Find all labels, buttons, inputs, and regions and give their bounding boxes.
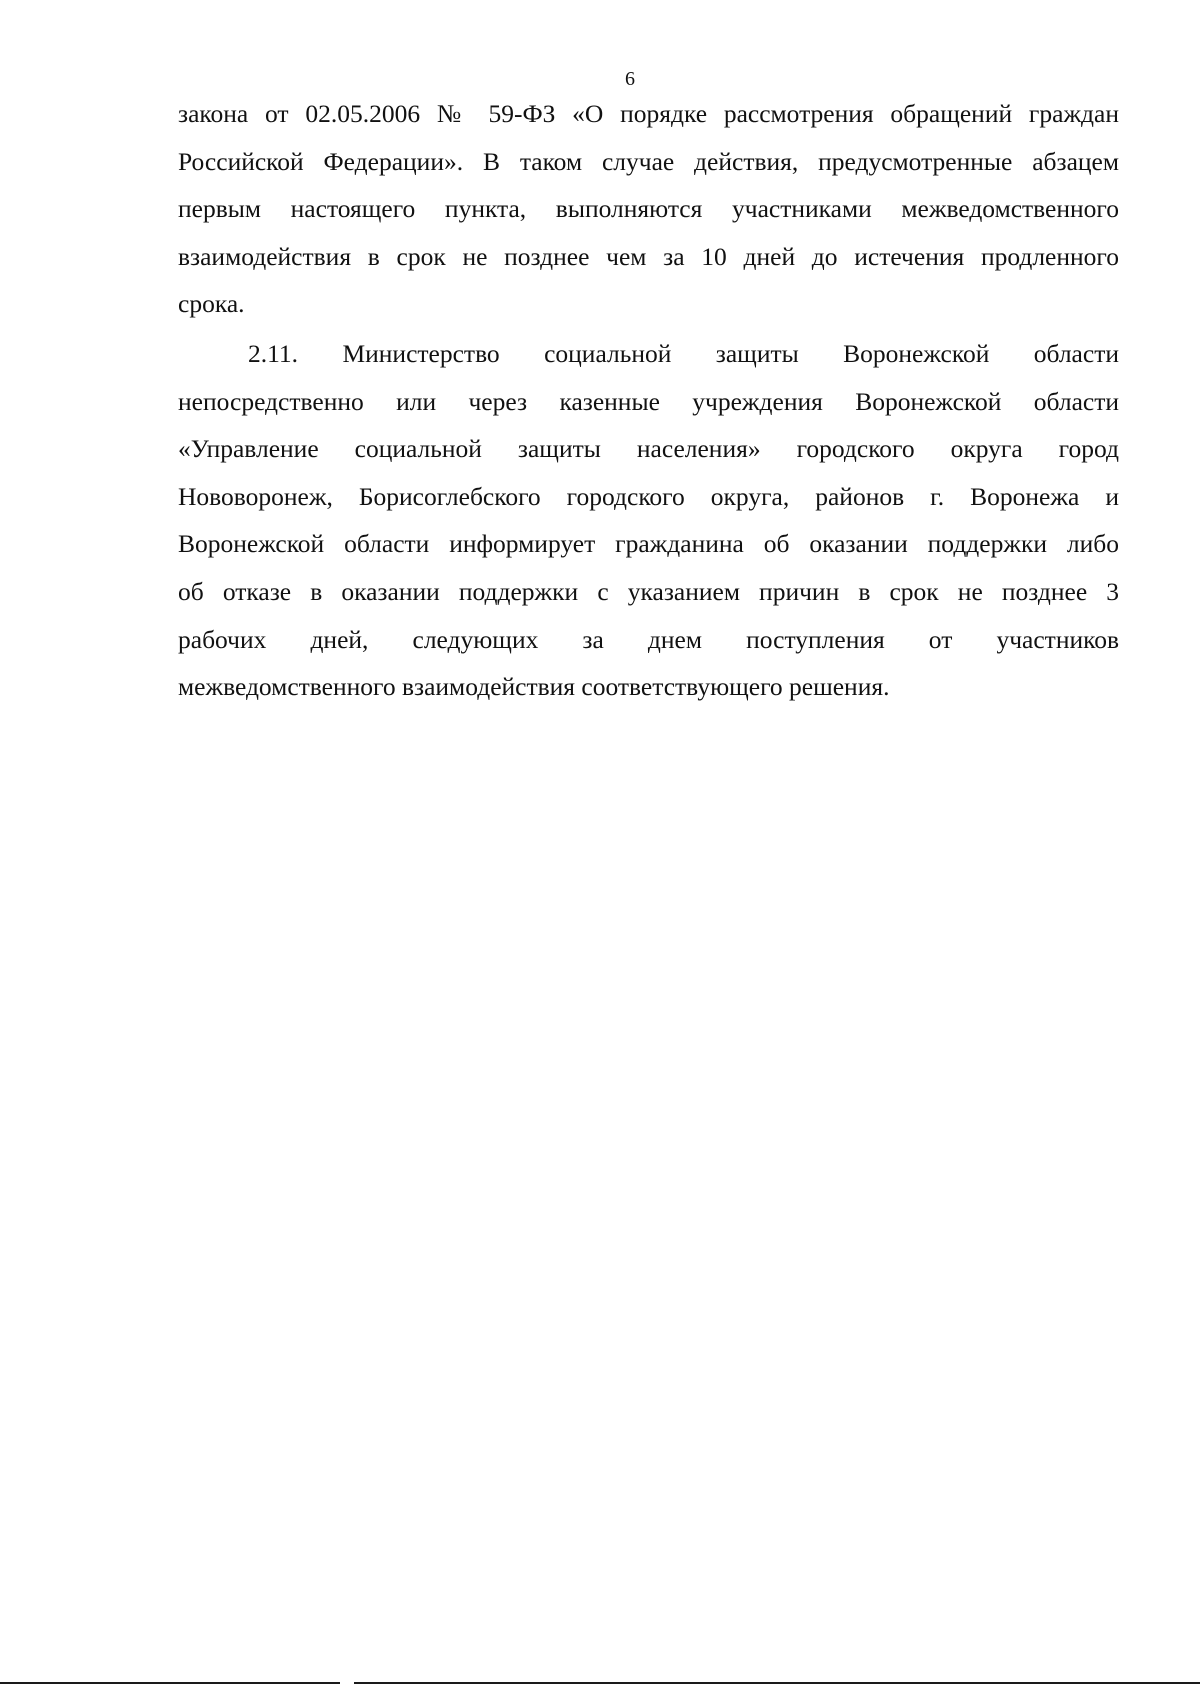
text-line: непосредственно или через казенные учреждения Воронежской области: [178, 386, 1119, 416]
paragraph-continuation: [178, 90, 1119, 328]
scan-bottom-border: [0, 1682, 1200, 1684]
scan-border-gap: [340, 1682, 354, 1684]
text-line: рабочих дней, следующих за днем поступления от участников: [178, 624, 1119, 654]
document-body: [178, 90, 1119, 711]
paragraph-2-11: [178, 330, 1119, 711]
text-line: закона от 02.05.2006 № 59-ФЗ «О порядке рассмотрения обращений граждан: [178, 99, 1119, 128]
page-number: 6: [625, 68, 635, 90]
text-line: Воронежской области информирует гражданина об оказании поддержки либо: [178, 529, 1119, 559]
text-line: Российской Федерации». В таком случае действия, предусмотренные абзацем: [178, 146, 1119, 176]
text-line: межведомственного взаимодействия соответствующего решения.: [178, 672, 890, 702]
text-line: первым настоящего пункта, выполняются участниками межведомственного: [178, 194, 1119, 224]
text-line: взаимодействия в срок не позднее чем за 10 дней до истечения продленного: [178, 241, 1119, 271]
text-line: 2.11. Министерство социальной защиты Воронежской области: [248, 338, 1119, 368]
text-line: об отказе в оказании поддержки с указанием причин в срок не позднее 3: [178, 576, 1119, 606]
text-line: Нововоронеж, Борисоглебского городского округа, районов г. Воронежа и: [178, 481, 1119, 511]
text-line: «Управление социальной защиты населения» городского округа город: [178, 434, 1119, 464]
text-line: срока.: [178, 289, 245, 319]
